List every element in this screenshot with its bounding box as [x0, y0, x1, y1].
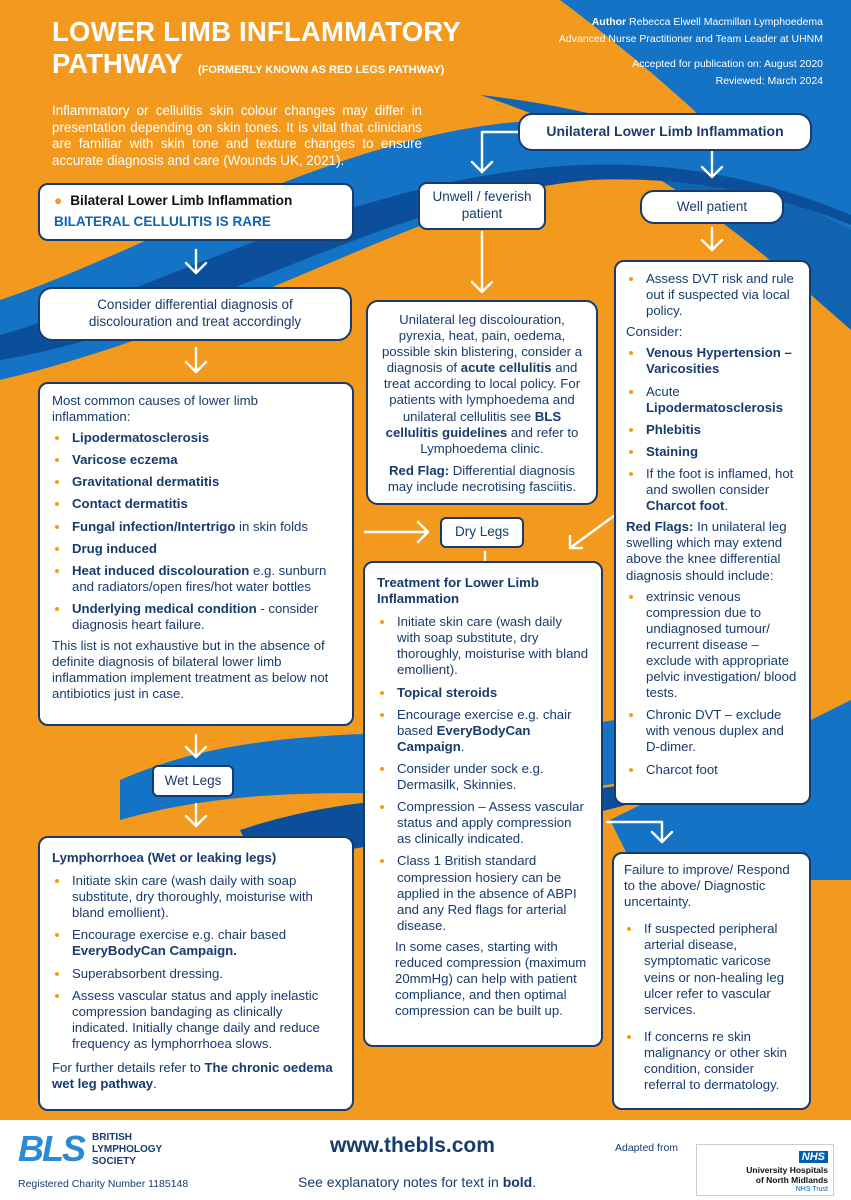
- acute-text-1: Unilateral leg discolouration, pyrexia, heat, pain, oedema, possible skin blistering, consider a diagnosis of: [381, 312, 583, 376]
- intro-text: Inflammatory or cellulitis skin colour changes may differ in presentation depending on skin tones. It is vital that clinicians are familiar with skin tone and texture changes to ensure accurate diagnosis and care (Wounds UK, 2021).: [52, 103, 422, 168]
- footer: [0, 1120, 851, 1200]
- item-bold: Charcot foot: [646, 498, 725, 514]
- acute-text-2: and treat according to local policy. For patients with lymphoedema and unilateral cellulitis see: [383, 360, 581, 424]
- page-title-line1: LOWER LIMB INFLAMMATORY: [52, 16, 461, 47]
- acute-bold-1: acute cellulitis: [460, 360, 552, 376]
- dry-legs-box: Dry Legs: [440, 517, 524, 548]
- red-flags-label: Red Flags:: [626, 519, 694, 535]
- nhs-line3: NHS Trust: [795, 1185, 828, 1193]
- differential-box: Consider differential diagnosis of discolouration and treat accordingly: [38, 287, 352, 341]
- item-text: If the foot is inflamed, hot and swollen consider: [646, 465, 794, 498]
- item-text: e.g. sunburn and radiators/open fires/hot water bottles: [72, 562, 327, 594]
- accepted-date: Accepted for publication on: August 2020: [632, 58, 823, 70]
- treatment-box: [363, 561, 603, 1047]
- list-item: [70, 562, 340, 595]
- list-item: • Topical steroids: [395, 684, 589, 701]
- footer-end: .: [153, 1076, 157, 1092]
- bls-logo-letters: BLS: [18, 1128, 84, 1169]
- lymphorrhoea-box: [38, 836, 354, 1111]
- causes-intro: Most common causes of lower limb inflammation:: [52, 393, 258, 425]
- dates-block: [632, 56, 823, 90]
- list-item: • If suspected peripheral arterial disease, symptomatic varicose veins or non-healing leg ulcer refer to vascular services.: [642, 920, 799, 1018]
- unilateral-box: Unilateral Lower Limb Inflammation: [518, 113, 812, 151]
- charity-number: Registered Charity Number 1185148: [18, 1178, 189, 1190]
- author-label: Author: [591, 16, 627, 28]
- list-item: [70, 495, 340, 512]
- causes-list: [52, 429, 340, 633]
- acute-cellulitis-box: [366, 300, 598, 505]
- item-bold: Contact dermatitis: [72, 496, 188, 512]
- unwell-box: Unwell / feverish patient: [418, 182, 546, 230]
- acute-bold-2: BLS cellulitis guidelines: [385, 408, 562, 440]
- item-text: in skin folds: [235, 518, 308, 534]
- red-flags-list: [626, 588, 799, 778]
- item-bold: Underlying medical condition: [72, 600, 257, 616]
- note-bold: bold: [502, 1174, 533, 1190]
- list-item: • Assess vascular status and apply inelastic compression bandaging as clinically indicated. Initially change daily and reduce frequency as lymphorrhoea slows.: [70, 987, 340, 1052]
- list-item: [70, 429, 340, 446]
- item-bold: Fungal infection/Intertrigo: [72, 518, 236, 534]
- bilateral-subtitle: BILATERAL CELLULITIS IS RARE: [54, 213, 271, 229]
- list-item: • Staining: [644, 443, 799, 460]
- assess-box: [614, 260, 811, 805]
- list-item: • extrinsic venous compression due to undiagnosed tumour/ recurrent disease – exclude with appropriate pelvic investigation/ blood tests.: [644, 588, 799, 702]
- red-flag-label: Red Flag:: [389, 462, 450, 478]
- item-bold: Varicose eczema: [72, 452, 178, 468]
- consider-label: Consider:: [626, 324, 683, 340]
- org-line: BRITISH: [92, 1132, 132, 1143]
- list-item: [70, 926, 340, 959]
- item-bold: Drug induced: [72, 540, 157, 556]
- item-bold: Heat induced discolouration: [72, 562, 250, 578]
- page-title-line2: [52, 48, 444, 80]
- org-line: SOCIETY: [92, 1156, 136, 1168]
- list-item: [644, 465, 799, 514]
- list-item: • Venous Hypertension – Varicosities: [644, 344, 799, 377]
- list-item: • Initiate skin care (wash daily with soap substitute, dry thoroughly, moisturise with bland emollient).: [70, 872, 340, 921]
- list-item: • Assess DVT risk and rule out if suspected via local policy.: [644, 270, 799, 319]
- assess-list: [626, 270, 799, 319]
- item-bold: Gravitational dermatitis: [72, 474, 220, 490]
- list-item: [70, 451, 340, 468]
- item-bold: EveryBodyCan Campaign: [397, 722, 531, 754]
- nhs-badge: NHS: [799, 1151, 828, 1163]
- list-item: [70, 518, 340, 535]
- list-item: [644, 383, 799, 416]
- item-text: Acute: [646, 383, 680, 399]
- acute-text: [376, 312, 588, 457]
- failure-intro: Failure to improve/ Respond to the above/ Diagnostic uncertainty.: [624, 862, 790, 910]
- author-role: Advanced Nurse Practitioner and Team Leader at UHNM: [558, 32, 823, 45]
- list-item: [70, 600, 340, 633]
- causes-footer: This list is not exhaustive but in the absence of definite diagnosis of bilateral lower limb inflammation implement treatment as below not antibiotics just in case.: [52, 638, 329, 702]
- acute-text-3: and refer to Lymphoedema clinic.: [420, 424, 579, 456]
- list-item: • If concerns re skin malignancy or other skin condition, consider referral to dermatology.: [642, 1028, 799, 1093]
- wet-legs-box: Wet Legs: [152, 765, 234, 797]
- item-text: - consider diagnosis heart failure.: [72, 600, 319, 633]
- list-item: • Superabsorbent dressing.: [70, 965, 340, 982]
- bls-org-name: [92, 1132, 162, 1169]
- acute-red-flag: [376, 463, 588, 495]
- author-block: [559, 14, 823, 48]
- note-end: .: [532, 1174, 537, 1190]
- treatment-list: [377, 613, 589, 934]
- list-item: [70, 473, 340, 490]
- item-bold: Lipodermatosclerosis: [646, 399, 784, 415]
- list-item: • Phlebitis: [644, 421, 799, 438]
- explanatory-note: [298, 1174, 536, 1190]
- item-bold: Lipodermatosclerosis: [72, 430, 210, 446]
- author-name: Rebecca Elwell Macmillan Lymphoedema: [629, 16, 823, 28]
- consider-list: [626, 344, 799, 514]
- nhs-line1: University Hospitals: [746, 1165, 828, 1175]
- org-line: LYMPHOLOGY: [92, 1144, 163, 1156]
- list-item: • Class 1 British standard compression hosiery can be applied in the absence of ABPI and any Red flags for arterial disease.: [395, 852, 589, 933]
- item-text: Encourage exercise e.g. chair based: [397, 706, 572, 738]
- page-title-pathway: PATHWAY: [52, 48, 183, 79]
- footer-bold: The chronic oedema wet leg pathway: [52, 1060, 333, 1092]
- failure-list: [624, 920, 799, 1093]
- bls-logo: [18, 1128, 84, 1170]
- item-end: .: [724, 498, 729, 514]
- website-link[interactable]: www.thebls.com: [330, 1134, 495, 1157]
- assess-red-flags: [626, 519, 799, 583]
- lymphorrhoea-list: [52, 872, 340, 1052]
- adapted-from: Adapted from: [615, 1142, 679, 1154]
- red-flag-text: Differential diagnosis may include necrotising fasciitis.: [387, 462, 577, 494]
- reviewed-date: Reviewed: March 2024: [715, 74, 823, 87]
- treatment-title: Treatment for Lower Limb Inflammation: [377, 575, 539, 607]
- causes-box: [38, 382, 354, 726]
- list-item: • Chronic DVT – exclude with venous duplex and D-dimer.: [644, 706, 799, 755]
- footer-text: For further details refer to: [52, 1060, 205, 1076]
- list-item: [70, 540, 340, 557]
- list-item: [395, 706, 589, 755]
- red-flags-text: In unilateral leg swelling which may extend above the knee differential diagnosis should include:: [626, 519, 787, 583]
- item-end: .: [460, 738, 465, 754]
- nhs-line2: of North Midlands: [755, 1174, 828, 1185]
- item-bold: EveryBodyCan Campaign.: [72, 943, 237, 959]
- nhs-logo: [696, 1144, 834, 1196]
- list-item: • Initiate skin care (wash daily with soap substitute, dry thoroughly, moisturise with bland emollient).: [395, 613, 589, 678]
- lymphorrhoea-title: Lymphorrhoea (Wet or leaking legs): [52, 850, 277, 865]
- failure-box: [612, 852, 811, 1110]
- page-title-sub: (FORMERLY KNOWN AS RED LEGS PATHWAY): [198, 64, 445, 76]
- note-text: See explanatory notes for text in: [298, 1174, 503, 1190]
- bilateral-title-row: [54, 193, 338, 210]
- list-item: • Compression – Assess vascular status and apply compression as clinically indicated.: [395, 798, 589, 847]
- treatment-note: In some cases, starting with reduced compression (maximum 20mmHg) can help with patient compliance, and then optimal compression can be built up.: [395, 938, 587, 1019]
- bullet-icon: ●: [54, 193, 63, 208]
- list-item: • Charcot foot: [644, 761, 799, 778]
- well-patient-box: Well patient: [640, 190, 784, 224]
- lymphorrhoea-footer: [52, 1060, 340, 1092]
- list-item: • Consider under sock e.g. Dermasilk, Skinnies.: [395, 760, 589, 793]
- bilateral-title: Bilateral Lower Limb Inflammation: [70, 193, 293, 208]
- bilateral-box: [38, 183, 354, 241]
- item-text: Encourage exercise e.g. chair based: [72, 927, 287, 943]
